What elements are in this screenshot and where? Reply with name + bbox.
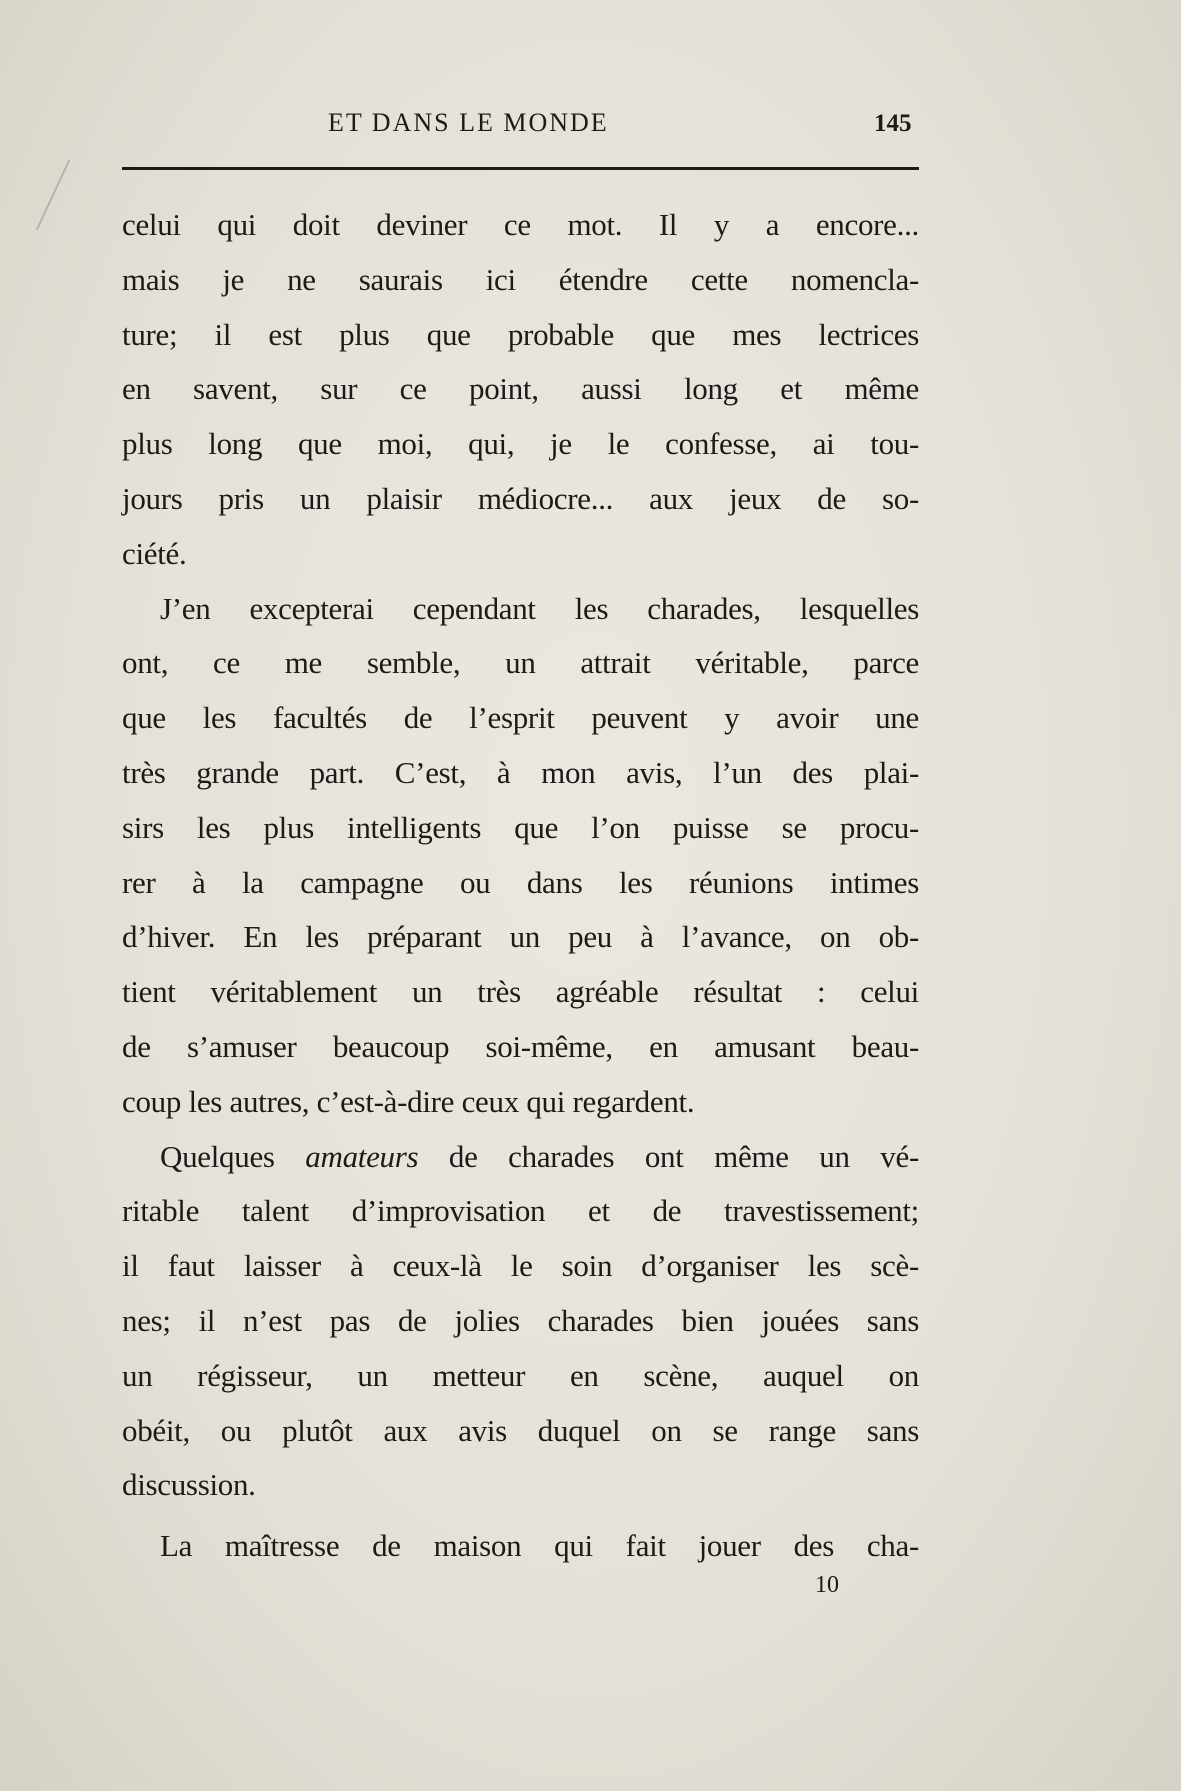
text-line: de s’amuser beaucoup soi-même, en amusant beau- (122, 1028, 919, 1064)
running-header: ET DANS LE MONDE (328, 108, 609, 137)
text-line: mais je ne saurais ici étendre cette nomencla- (122, 261, 919, 297)
text-line: obéit, ou plutôt aux avis duquel on se range sans (122, 1412, 919, 1448)
signature-mark: 10 (815, 1572, 839, 1598)
text-line: ciété. (122, 535, 187, 571)
text-line: que les facultés de l’esprit peuvent y avoir une (122, 700, 919, 736)
text-segment: de charades ont même un vé- (418, 1138, 919, 1174)
text-line: rer à la campagne ou dans les réunions intimes (122, 864, 919, 900)
text-line: d’hiver. En les préparant un peu à l’avance, on ob- (122, 919, 919, 955)
text-line: nes; il n’est pas de jolies charades bien jouées sans (122, 1302, 919, 1338)
margin-mark (6, 160, 71, 230)
text-line: discussion. (122, 1467, 256, 1503)
text-line: ture; il est plus que probable que mes lectrices (122, 316, 919, 352)
text-line: il faut laisser à ceux-là le soin d’organiser les scè- (122, 1248, 919, 1284)
text-line: tient véritablement un très agréable résultat : celui (122, 974, 919, 1010)
text-line: sirs les plus intelligents que l’on puisse se procu- (122, 809, 919, 845)
italic-word: amateurs (305, 1138, 419, 1174)
text-line: ritable talent d’improvisation et de travestissement; (122, 1193, 919, 1229)
body-text (122, 205, 919, 1581)
text-line: celui qui doit deviner ce mot. Il y a encore... (122, 207, 919, 242)
text-line: plus long que moi, qui, je le confesse, ai tou- (122, 426, 919, 462)
header-rule (122, 167, 919, 170)
text-line: coup les autres, c’est-à-dire ceux qui regardent. (122, 1083, 695, 1119)
text-line: J’en excepterai cependant les charades, lesquelles (160, 590, 919, 626)
text-line (122, 1137, 919, 1192)
text-line: jours pris un plaisir médiocre... aux jeux de so- (122, 480, 919, 516)
text-segment: Quelques (160, 1138, 306, 1174)
page-number: 145 (874, 110, 912, 137)
text-line: un régisseur, un metteur en scène, auquel on (122, 1357, 919, 1393)
text-line: ont, ce me semble, un attrait véritable, parce (122, 645, 919, 681)
text-line: en savent, sur ce point, aussi long et même (122, 371, 919, 407)
text-line: La maîtresse de maison qui fait jouer des cha- (160, 1528, 919, 1564)
text-line: très grande part. C’est, à mon avis, l’un des plai- (122, 754, 919, 790)
